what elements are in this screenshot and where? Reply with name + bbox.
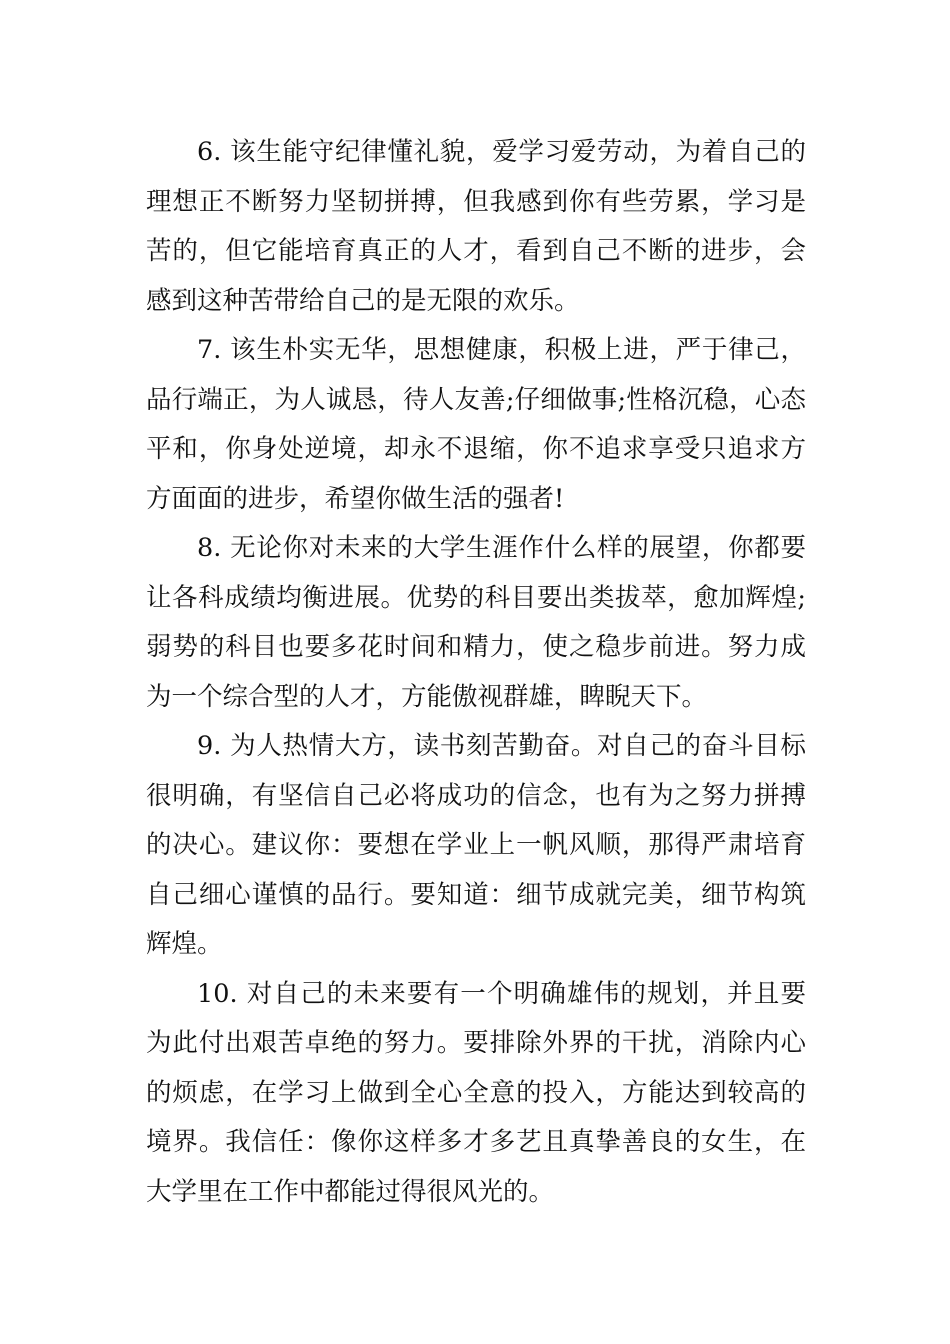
paragraph-6: 6. 该生能守纪律懂礼貌，爱学习爱劳动，为着自己的理想正不断努力坚韧拼搏，但我感到你有些劳累，学习是苦的，但它能培育真正的人才，看到自己不断的进步，会感到这种苦带给自己的是无限的欢乐。	[146, 137, 806, 316]
paragraph-9: 9. 为人热情大方，读书刻苦勤奋。对自己的奋斗目标很明确，有坚信自己必将成功的信念，也有为之努力拼搏的决心。建议你：要想在学业上一帆风顺，那得严肃培育自己细心谨慎的品行。要知道：细节成就完美，细节构筑辉煌。	[146, 731, 806, 959]
paragraph-10: 10. 对自己的未来要有一个明确雄伟的规划，并且要为此付出艰苦卓绝的努力。要排除外界的干扰，消除内心的烦虑，在学习上做到全心全意的投入，方能达到较高的境界。我信任：像你这样多才多艺且真挚善良的女生，在大学里在工作中都能过得很风光的。	[146, 978, 806, 1207]
document-body	[146, 128, 806, 1217]
paragraph-8: 8. 无论你对未来的大学生涯作什么样的展望，你都要让各科成绩均衡进展。优势的科目要出类拔萃，愈加辉煌;弱势的科目也要多花时间和精力，使之稳步前进。努力成为一个综合型的人才，方能傲视群雄，睥睨天下。	[146, 533, 806, 712]
paragraph-7: 7. 该生朴实无华，思想健康，积极上进，严于律己，品行端正，为人诚恳，待人友善;仔细做事;性格沉稳，心态平和，你身处逆境，却永不退缩，你不追求享受只追求方方面面的进步，希望你做生活的强者!	[146, 335, 806, 514]
